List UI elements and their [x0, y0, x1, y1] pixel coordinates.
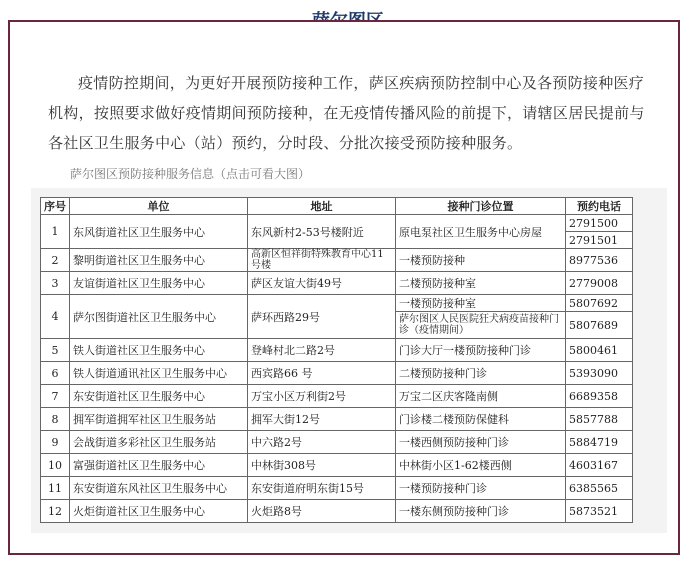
table-row: [41, 454, 633, 477]
header-phone: 预约电话: [566, 198, 633, 215]
row-phone: 8977536: [566, 249, 633, 272]
row-phone: 2791500: [566, 215, 633, 232]
row-address: 萨环西路29号: [248, 295, 396, 339]
row-phone: 5857788: [566, 408, 633, 431]
row-clinic-location: 一楼预防接种门诊: [396, 477, 566, 500]
row-clinic-location: 门诊楼二楼预防保健科: [396, 408, 566, 431]
row-clinic-location: 一楼东侧预防接种门诊: [396, 500, 566, 523]
row-address: 东安街道府明东街15号: [248, 477, 396, 500]
row-phone: 2779008: [566, 272, 633, 295]
row-address: 高新区恒祥街特殊教育中心11号楼: [248, 249, 396, 272]
header-address: 地址: [248, 198, 396, 215]
row-unit: 东安街道社区卫生服务中心: [70, 385, 248, 408]
row-unit: 富强街道社区卫生服务中心: [70, 454, 248, 477]
table-caption: 萨尔图区预防接种服务信息（点击可看大图）: [70, 167, 311, 181]
row-address: 西宾路66 号: [248, 362, 396, 385]
row-unit: 拥军街道拥军社区卫生服务站: [70, 408, 248, 431]
row-clinic-location: 萨尔图区人民医院狂犬病疫苗接种门诊（疫情期间）: [396, 312, 566, 339]
table-row: [41, 362, 633, 385]
header-no: 序号: [41, 198, 70, 215]
row-phone: 6385565: [566, 477, 633, 500]
row-address: 万宝小区万利街2号: [248, 385, 396, 408]
row-no: 1: [41, 215, 70, 249]
row-phone: 4603167: [566, 454, 633, 477]
row-address: 拥军大街12号: [248, 408, 396, 431]
row-address: 东风新村2-53号楼附近: [248, 215, 396, 249]
row-clinic-location: 二楼预防接种门诊: [396, 362, 566, 385]
table-row: [41, 408, 633, 431]
row-no: 4: [41, 295, 70, 339]
row-phone: 5393090: [566, 362, 633, 385]
row-address: 登峰村北二路2号: [248, 339, 396, 362]
table-row: [41, 477, 633, 500]
row-unit: 铁人街道通讯社区卫生服务中心: [70, 362, 248, 385]
row-clinic-location: 二楼预防接种室: [396, 272, 566, 295]
row-no: 9: [41, 431, 70, 454]
row-unit: 东安街道东风社区卫生服务中心: [70, 477, 248, 500]
row-no: 3: [41, 272, 70, 295]
row-unit: 东风街道社区卫生服务中心: [70, 215, 248, 249]
row-clinic-location: 门诊大厅一楼预防接种门诊: [396, 339, 566, 362]
row-clinic-location: 一楼预防接种: [396, 249, 566, 272]
service-table-image[interactable]: [31, 188, 667, 533]
row-unit: 友谊街道社区卫生服务中心: [70, 272, 248, 295]
row-no: 2: [41, 249, 70, 272]
row-no: 12: [41, 500, 70, 523]
row-phone: 6689358: [566, 385, 633, 408]
row-no: 7: [41, 385, 70, 408]
row-no: 11: [41, 477, 70, 500]
row-no: 6: [41, 362, 70, 385]
row-unit: 萨尔图街道社区卫生服务中心: [70, 295, 248, 339]
row-phone: 2791501: [566, 232, 633, 249]
header-clinic-location: 接种门诊位置: [396, 198, 566, 215]
row-address: 萨区友谊大街49号: [248, 272, 396, 295]
row-unit: 黎明街道社区卫生服务中心: [70, 249, 248, 272]
table-row: [41, 295, 633, 312]
row-address: 中林街308号: [248, 454, 396, 477]
service-table: [40, 197, 633, 523]
row-phone: 5807692: [566, 295, 633, 312]
row-no: 5: [41, 339, 70, 362]
row-clinic-location: 一楼预防接种室: [396, 295, 566, 312]
table-row: [41, 431, 633, 454]
row-unit: 会战街道多彩社区卫生服务站: [70, 431, 248, 454]
table-row: [41, 249, 633, 272]
table-row: [41, 339, 633, 362]
intro-paragraph: 疫情防控期间，为更好开展预防接种工作，萨区疾病预防控制中心及各预防接种医疗机构，按照要求做好疫情期间预防接种，在无疫情传播风险的前提下，请辖区居民提前与各社区卫生服务中心（站）预约，分时段、分批次接受预防接种服务。: [48, 74, 645, 152]
table-row: [41, 500, 633, 523]
row-no: 10: [41, 454, 70, 477]
row-phone: 5807689: [566, 312, 633, 339]
row-address: 火炬路8号: [248, 500, 396, 523]
row-address: 中六路2号: [248, 431, 396, 454]
table-row: [41, 385, 633, 408]
row-unit: 铁人街道社区卫生服务中心: [70, 339, 248, 362]
table-header-row: [41, 198, 633, 215]
row-clinic-location: 一楼西侧预防接种门诊: [396, 431, 566, 454]
row-phone: 5884719: [566, 431, 633, 454]
row-clinic-location: 万宝二区庆客隆南侧: [396, 385, 566, 408]
row-phone: 5873521: [566, 500, 633, 523]
row-clinic-location: 中林街小区1-62楼西侧: [396, 454, 566, 477]
table-row: [41, 272, 633, 295]
header-unit: 单位: [70, 198, 248, 215]
row-no: 8: [41, 408, 70, 431]
table-row: [41, 215, 633, 232]
row-unit: 火炬街道社区卫生服务中心: [70, 500, 248, 523]
row-phone: 5800461: [566, 339, 633, 362]
row-clinic-location: 原电泵社区卫生服务中心房屋: [396, 215, 566, 249]
